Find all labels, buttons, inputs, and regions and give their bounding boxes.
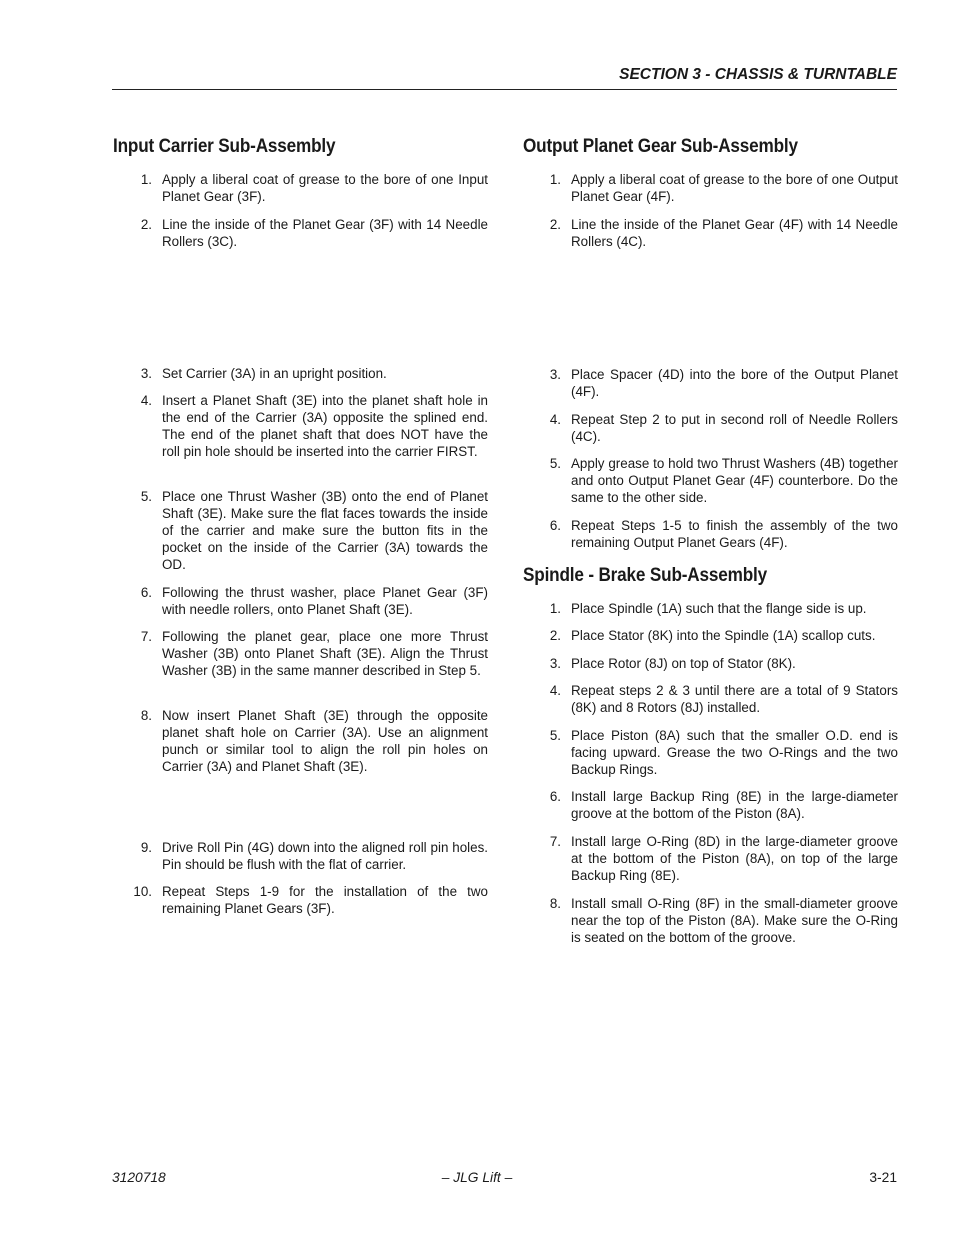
list-item: 6. Following the thrust washer, place Planet Gear (3F) with needle rollers, onto Planet Shaft (3E). bbox=[140, 585, 488, 618]
page-number: 3-21 bbox=[869, 1170, 897, 1185]
list-item: 10. Repeat Steps 1-9 for the installation of the two remaining Planet Gears (3F). bbox=[133, 884, 488, 917]
header-divider bbox=[112, 89, 897, 90]
list-item: 8. Install small O-Ring (8F) in the small-diameter groove near the top of the Piston (8A). Make sure the O-Ring is seated on the bottom of the groove. bbox=[549, 896, 898, 946]
list-item: 1. Place Spindle (1A) such that the flange side is up. bbox=[549, 601, 867, 616]
list-item: 5. Place one Thrust Washer (3B) onto the end of Planet Shaft (3E). Make sure the flat faces towards the inside of the carrier and make sure the button fits in the pocket on the inside of the Carrier (3A) towards the OD. bbox=[140, 489, 488, 573]
list-item: 3. Place Rotor (8J) on top of Stator (8K). bbox=[549, 656, 796, 671]
list-item: 8. Now insert Planet Shaft (3E) through the opposite planet shaft hole on Carrier (3A). Use an alignment punch or similar tool to align the roll pin holes on Carrier (3A) and Planet Shaft (3E). bbox=[140, 708, 488, 775]
input-carrier-heading: Input Carrier Sub-Assembly bbox=[113, 135, 336, 157]
doc-number: 3120718 bbox=[112, 1170, 166, 1185]
spindle-brake-heading: Spindle - Brake Sub-Assembly bbox=[523, 564, 767, 586]
list-item: 2. Place Stator (8K) into the Spindle (1A) scallop cuts. bbox=[549, 628, 876, 643]
list-item: 1. Apply a liberal coat of grease to the bore of one Output Planet Gear (4F). bbox=[549, 172, 898, 205]
list-item: 2. Line the inside of the Planet Gear (3F) with 14 Needle Rollers (3C). bbox=[140, 217, 488, 250]
footer-center-label: – JLG Lift – bbox=[441, 1170, 513, 1185]
list-item: 6. Repeat Steps 1-5 to finish the assembly of the two remaining Output Planet Gears (4F). bbox=[549, 518, 898, 551]
list-item: 6. Install large Backup Ring (8E) in the large-diameter groove at the bottom of the Piston (8A). bbox=[549, 789, 898, 822]
list-item: 7. Install large O-Ring (8D) in the large-diameter groove at the bottom of the Piston (8A), on top of the large Backup Ring (8E). bbox=[549, 834, 898, 884]
list-item: 9. Drive Roll Pin (4G) down into the aligned roll pin holes. Pin should be flush with the flat of carrier. bbox=[140, 840, 488, 873]
list-item: 7. Following the planet gear, place one more Thrust Washer (3B) onto Planet Shaft (3E). Align the Thrust Washer (3B) in the same manner described in Step 5. bbox=[140, 629, 488, 679]
section-title: SECTION 3 - CHASSIS & TURNTABLE bbox=[619, 66, 897, 83]
list-item: 5. Apply grease to hold two Thrust Washers (4B) together and onto Output Planet Gear (4F) counterbore. Do the same to the other side. bbox=[549, 456, 898, 506]
list-item: 5. Place Piston (8A) such that the smaller O.D. end is facing upward. Grease the two O-Rings and the two Backup Rings. bbox=[549, 728, 898, 778]
list-item: 4. Repeat steps 2 & 3 until there are a total of 9 Stators (8K) and 8 Rotors (8J) installed. bbox=[549, 683, 898, 716]
output-planet-heading: Output Planet Gear Sub-Assembly bbox=[523, 135, 798, 157]
list-item: 3. Set Carrier (3A) in an upright position. bbox=[140, 366, 387, 381]
list-item: 2. Line the inside of the Planet Gear (4F) with 14 Needle Rollers (4C). bbox=[549, 217, 898, 250]
list-item: 1. Apply a liberal coat of grease to the bore of one Input Planet Gear (3F). bbox=[140, 172, 488, 205]
list-item: 3. Place Spacer (4D) into the bore of the Output Planet (4F). bbox=[549, 367, 898, 400]
list-item: 4. Insert a Planet Shaft (3E) into the planet shaft hole in the end of the Carrier (3A) opposite the splined end. The end of the planet shaft that does NOT have the roll pin hole should be inserted into the carrier FIRST. bbox=[140, 393, 488, 460]
list-item: 4. Repeat Step 2 to put in second roll of Needle Rollers (4C). bbox=[549, 412, 898, 445]
